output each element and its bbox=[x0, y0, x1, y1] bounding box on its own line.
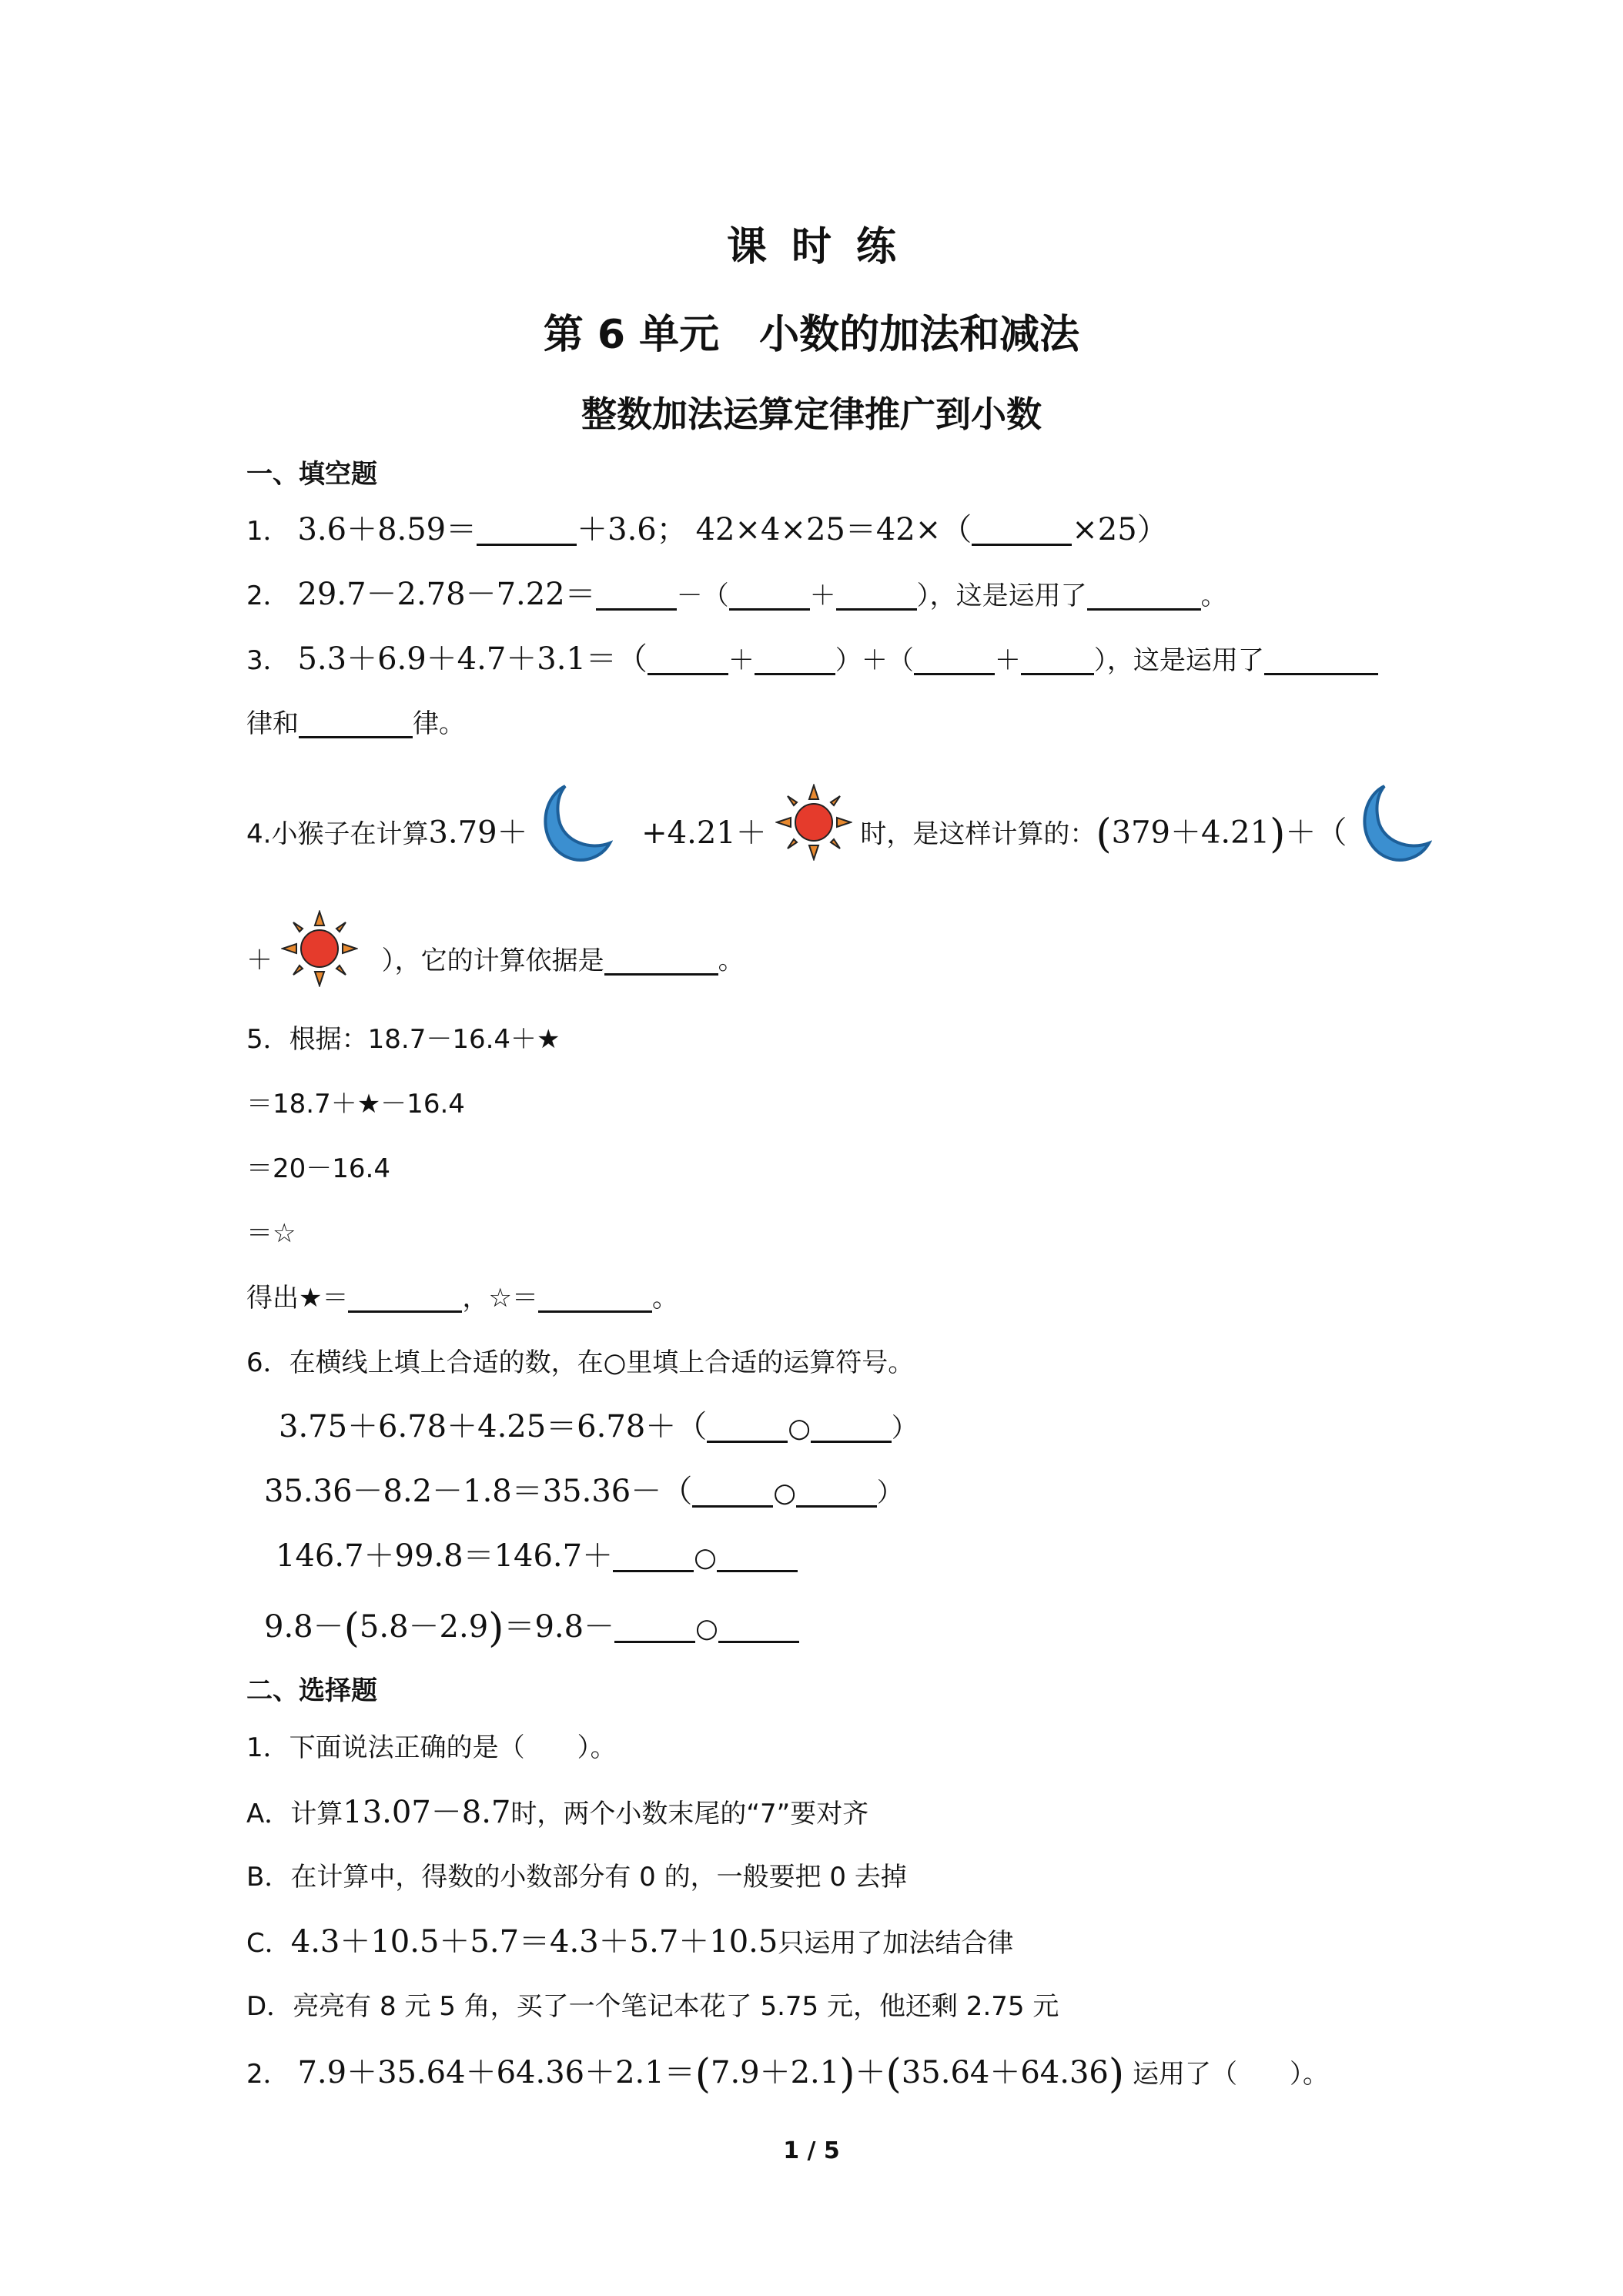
worksheet-title: 课时练 bbox=[726, 224, 921, 270]
question-2: 2． 29.7－2.78－7.22＝ －（ ＋ ），这是运用了 。 bbox=[246, 577, 1227, 612]
question-5-step: ＝☆ bbox=[246, 1218, 296, 1249]
answer-blank[interactable] bbox=[729, 579, 810, 611]
sun-icon bbox=[281, 910, 358, 1013]
question-6-row: 146.7＋99.8＝146.7＋ ○ bbox=[276, 1538, 798, 1576]
answer-blank[interactable] bbox=[836, 579, 917, 611]
answer-blank[interactable] bbox=[811, 1411, 892, 1443]
operator-circle: ○ bbox=[788, 1413, 811, 1444]
question-5-step: ＝20－16.4 bbox=[246, 1153, 390, 1184]
answer-blank[interactable] bbox=[914, 644, 995, 675]
choice-option-a[interactable]: A．计算13.07－8.7时，两个小数末尾的“7”要对齐 bbox=[246, 1795, 869, 1830]
choice-option-c[interactable]: C．4.3＋10.5＋5.7＝4.3＋5.7＋10.5只运用了加法结合律 bbox=[246, 1924, 1014, 1960]
page-number: 1 / 5 bbox=[783, 2137, 840, 2164]
unit-title: 第 6 单元 小数的加法和减法 bbox=[543, 312, 1080, 358]
question-6-row: 3.75＋6.78＋4.25＝6.78＋（ ○ ） bbox=[279, 1409, 918, 1444]
question-5: 5．根据：18.7－16.4＋★ bbox=[246, 1024, 561, 1055]
answer-blank[interactable] bbox=[299, 707, 413, 738]
section-fill-blank-heading: 一、填空题 bbox=[246, 459, 377, 490]
moon-icon bbox=[536, 780, 613, 891]
lesson-title: 整数加法运算定律推广到小数 bbox=[581, 393, 1042, 435]
question-4-continued: ＋ ），它的计算依据是 。 bbox=[246, 910, 745, 1013]
answer-blank[interactable] bbox=[755, 644, 835, 675]
answer-blank[interactable] bbox=[692, 1476, 773, 1508]
question-3: 3． 5.3＋6.9＋4.7＋3.1＝（ ＋ ）＋（ ＋ ），这是运用了 bbox=[246, 641, 1378, 679]
sun-icon bbox=[775, 784, 852, 887]
moon-icon bbox=[1355, 780, 1432, 891]
answer-blank[interactable] bbox=[1087, 579, 1201, 611]
answer-blank[interactable] bbox=[718, 1612, 799, 1643]
operator-circle: ○ bbox=[773, 1478, 796, 1508]
question-6: 6．在横线上填上合适的数，在○里填上合适的运算符号。 bbox=[246, 1347, 915, 1378]
answer-blank[interactable] bbox=[1021, 644, 1094, 675]
choice-option-d[interactable]: D．亮亮有 8 元 5 角，买了一个笔记本花了 5.75 元，他还剩 2.75 元 bbox=[246, 1991, 1059, 2022]
answer-blank[interactable] bbox=[648, 644, 728, 675]
answer-blank[interactable] bbox=[348, 1281, 462, 1313]
answer-blank[interactable] bbox=[614, 1612, 695, 1643]
choice-question-1: 1．下面说法正确的是（ ）。 bbox=[246, 1732, 617, 1763]
question-5-result: 得出★＝ ，☆＝ 。 bbox=[246, 1283, 678, 1314]
answer-blank[interactable] bbox=[796, 1476, 877, 1508]
question-4: 4.小猴子在计算3.79＋ +4.21＋ 时，是这样计算的：(379＋4.21)＋（ bbox=[246, 780, 1432, 891]
question-6-row: 35.36－8.2－1.8＝35.36－（ ○ ） bbox=[264, 1474, 903, 1509]
answer-blank[interactable] bbox=[538, 1281, 652, 1313]
answer-blank[interactable] bbox=[613, 1541, 694, 1572]
answer-blank[interactable] bbox=[717, 1541, 798, 1572]
operator-circle: ○ bbox=[694, 1542, 717, 1573]
choice-option-b[interactable]: B．在计算中，得数的小数部分有 0 的，一般要把 0 去掉 bbox=[246, 1862, 907, 1893]
choice-question-2: 2． 7.9＋35.64＋64.36＋2.1＝(7.9＋2.1)＋(35.64＋64.36) 运用了（ ）。 bbox=[246, 2051, 1329, 2097]
operator-circle: ○ bbox=[695, 1613, 718, 1644]
question-3-continued: 律和 律。 bbox=[246, 708, 465, 739]
question-1: 1． 3.6＋8.59＝ ＋3.6； 42×4×25＝42×（ ×25） bbox=[246, 512, 1168, 547]
question-6-row: 9.8－(5.8－2.9)＝9.8－ ○ bbox=[264, 1608, 799, 1647]
answer-blank[interactable] bbox=[604, 944, 718, 976]
answer-blank[interactable] bbox=[972, 514, 1072, 546]
question-5-step: ＝18.7＋★－16.4 bbox=[246, 1089, 465, 1120]
answer-blank[interactable] bbox=[1264, 644, 1378, 675]
section-choice-heading: 二、选择题 bbox=[246, 1675, 377, 1706]
answer-blank[interactable] bbox=[477, 514, 577, 546]
answer-blank[interactable] bbox=[707, 1411, 788, 1443]
answer-blank[interactable] bbox=[596, 579, 677, 611]
